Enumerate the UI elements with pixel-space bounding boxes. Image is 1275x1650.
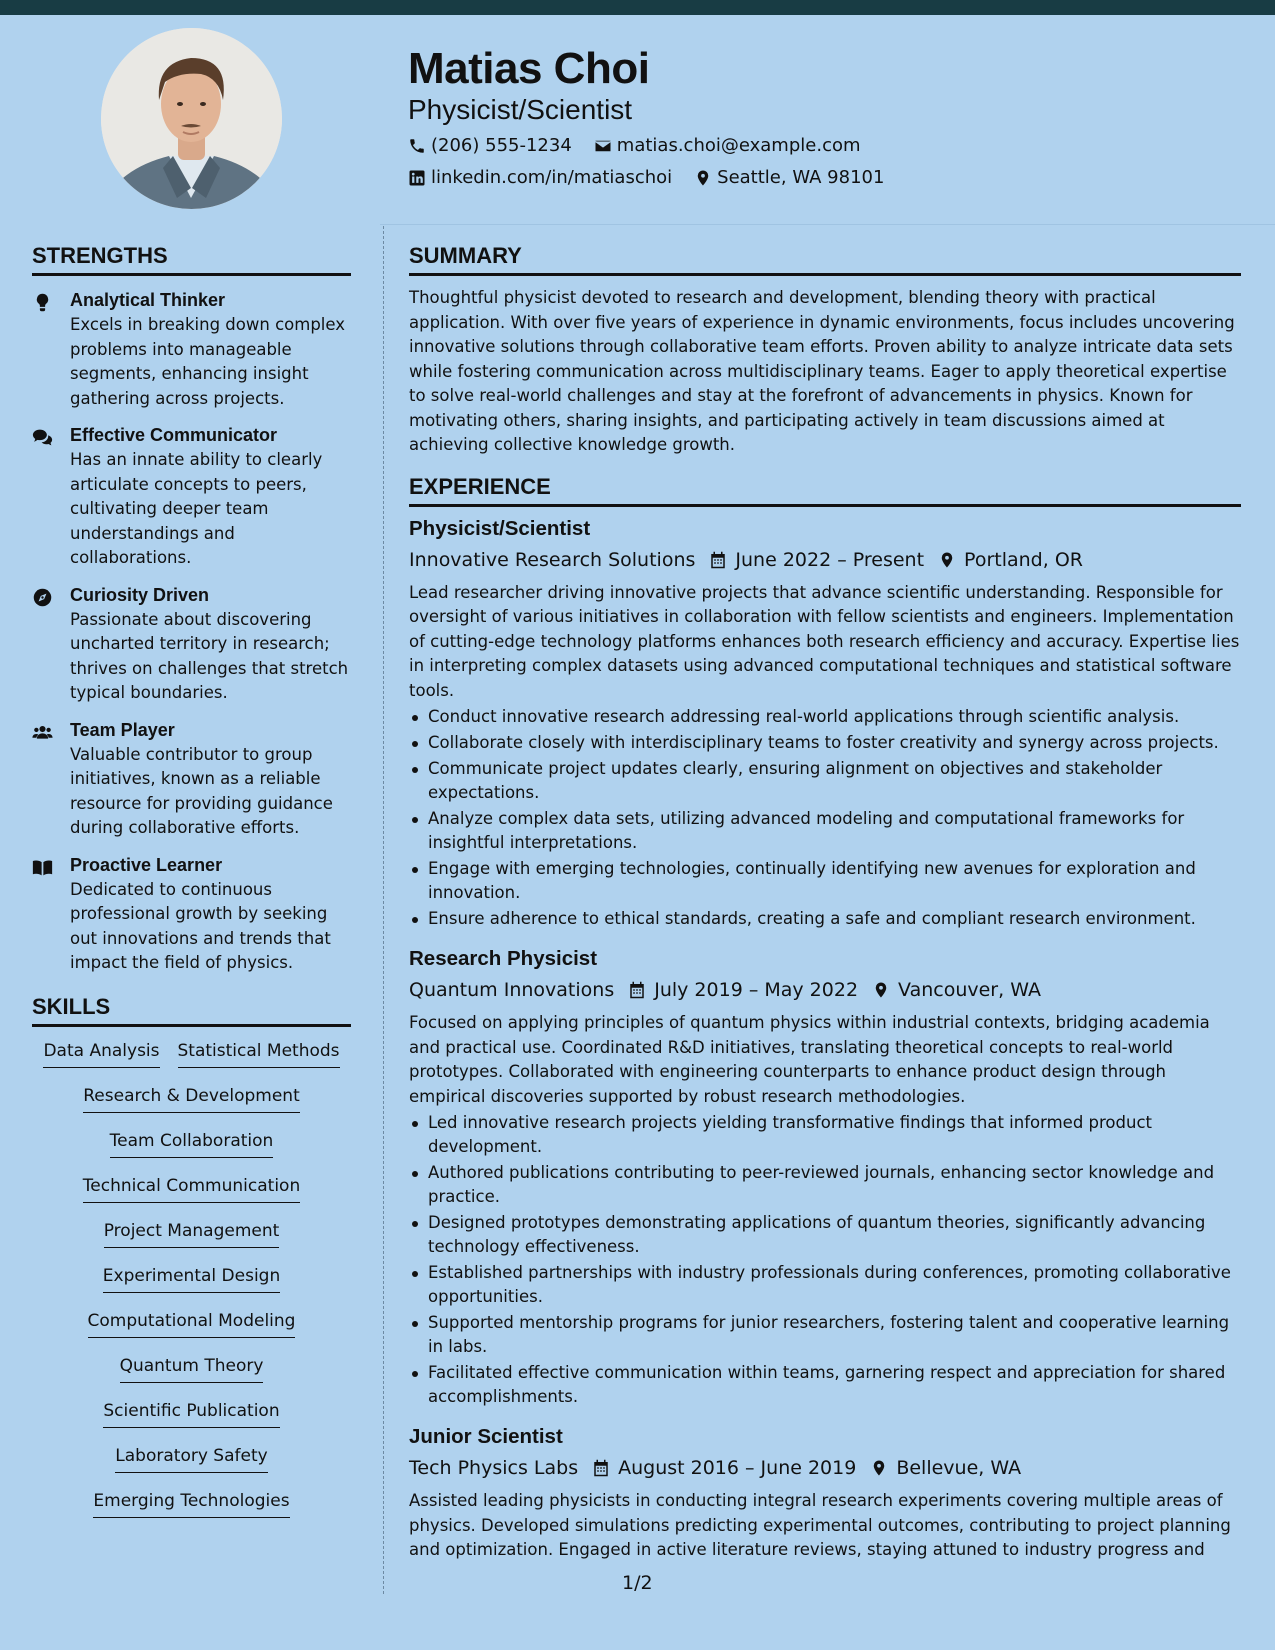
column-divider	[383, 226, 384, 1594]
lightbulb-icon	[32, 292, 53, 313]
summary-text: Thoughtful physicist devoted to research and development, blending theory with practical application. With over five years of experience in dynamic environments, focus includes uncovering innovative solutions through collaborative team efforts. Proven ability to analyze intricate data sets while fostering communication across multidisciplinary teams. Eager to apply theoretical expertise to solve real-world challenges and stay at the forefront of advancements in physics. Known for motivating others, sharing insights, and participating actively in team discussions aimed at achieving collective knowledge growth.	[409, 288, 1235, 454]
strength-item	[32, 718, 351, 841]
strength-item	[32, 288, 351, 411]
experience-heading: EXPERIENCE	[409, 474, 1241, 507]
strength-desc: Valuable contributor to group initiatives, known as a reliable resource for providing guidance during collaborative efforts.	[70, 744, 333, 837]
job-dates: August 2016 – June 2019	[618, 1457, 857, 1479]
bullet-item: Designed prototypes demonstrating applications of quantum theories, significantly advancing technology effectiveness.	[409, 1211, 1241, 1259]
skill-tag: Research & Development	[83, 1086, 299, 1113]
map-marker-icon	[872, 981, 890, 999]
bullet-item: Authored publications contributing to peer-reviewed journals, enhancing sector knowledge and practice.	[409, 1161, 1241, 1209]
skills-list	[32, 1033, 351, 1528]
skill-tag: Scientific Publication	[103, 1401, 279, 1428]
job-desc: Focused on applying principles of quantum physics within industrial contexts, bridging academia and practical use. Coordinated R&D initiatives, translating theoretical concepts to real-world prototypes. Collaborated with engineering counterparts to enhance product design through empirical discoveries supported by robust research methodologies.	[409, 1013, 1210, 1106]
job-title: Junior Scientist	[409, 1425, 563, 1448]
location-text: Seattle, WA 98101	[717, 167, 885, 188]
bullet-item: Conduct innovative research addressing real-world applications through scientific analysis.	[409, 705, 1241, 729]
summary-heading: SUMMARY	[409, 243, 1241, 276]
email-text: matias.choi@example.com	[616, 135, 861, 156]
job-bullets	[409, 705, 1241, 931]
map-marker-icon	[870, 1459, 888, 1477]
map-marker-icon	[938, 551, 956, 569]
job-location: Portland, OR	[964, 548, 1083, 571]
bullet-item: Analyze complex data sets, utilizing advanced modeling and computational frameworks for insightful interpretations.	[409, 807, 1241, 855]
bullet-item: Engage with emerging technologies, continually identifying new avenues for exploration and innovation.	[409, 857, 1241, 905]
skill-tag: Computational Modeling	[88, 1311, 296, 1338]
skill-tag: Statistical Methods	[178, 1041, 340, 1068]
page-number: 1/2	[622, 1572, 653, 1594]
job-dates: June 2022 – Present	[735, 548, 925, 571]
map-marker-icon	[694, 169, 712, 187]
contact-row-2	[408, 167, 884, 188]
job-entry	[409, 945, 1241, 1409]
bullet-item: Facilitated effective communication within teams, garnering respect and appreciation for shared accomplishments.	[409, 1361, 1241, 1409]
job-bullets	[409, 1111, 1241, 1409]
bullet-item: Led innovative research projects yielding transformative findings that informed product development.	[409, 1111, 1241, 1159]
strength-title: Team Player	[70, 719, 175, 740]
comments-icon	[32, 427, 53, 448]
right-column	[409, 243, 1241, 1563]
strength-title: Analytical Thinker	[70, 290, 226, 310]
job-meta	[409, 1453, 1241, 1483]
skill-tag: Laboratory Safety	[115, 1446, 267, 1473]
strength-title: Proactive Learner	[70, 854, 223, 875]
skill-tag: Project Management	[104, 1221, 280, 1248]
contact-row-1	[408, 135, 861, 156]
linkedin-icon	[408, 169, 426, 187]
job-title: Physicist/Scientist	[409, 516, 591, 540]
calendar-icon	[709, 551, 727, 569]
job-company: Innovative Research Solutions	[409, 548, 696, 571]
skill-tag: Emerging Technologies	[93, 1491, 289, 1518]
strength-desc: Passionate about discovering uncharted territory in research; thrives on challenges that stretch typical boundaries.	[70, 609, 349, 702]
strengths-heading: STRENGTHS	[32, 243, 351, 276]
job-meta	[409, 545, 1241, 575]
strength-title: Effective Communicator	[70, 425, 278, 445]
top-bar	[0, 0, 1275, 15]
bullet-item: Communicate project updates clearly, ensuring alignment on objectives and stakeholder expectations.	[409, 757, 1241, 805]
job-desc: Lead researcher driving innovative projects that advance scientific understanding. Responsible for oversight of various initiatives in collaboration with fellow scientists and engineers. Implementation of cutting-edge technology platforms enhances both research efficiency and accuracy. Expertise lies in interpreting complex datasets using advanced computational techniques and statistical software tools.	[409, 582, 1240, 700]
linkedin-item[interactable]	[408, 167, 672, 188]
job-entry	[409, 1423, 1241, 1563]
linkedin-text: linkedin.com/in/matiaschoi	[431, 167, 673, 188]
job-location: Vancouver, WA	[898, 979, 1041, 1001]
email-item[interactable]	[594, 135, 861, 156]
phone-icon	[408, 137, 426, 155]
job-meta	[409, 975, 1241, 1005]
candidate-title: Physicist/Scientist	[408, 94, 633, 125]
bullet-item: Ensure adherence to ethical standards, creating a safe and compliant research environment.	[409, 907, 1241, 931]
skill-tag: Team Collaboration	[110, 1131, 274, 1158]
strength-title: Curiosity Driven	[70, 584, 210, 605]
candidate-name: Matias Choi	[408, 44, 650, 93]
strength-desc: Has an innate ability to clearly articulate concepts to peers, cultivating deeper team understandings and collaborations.	[70, 450, 323, 567]
skill-tag: Technical Communication	[83, 1176, 300, 1203]
job-entry	[409, 515, 1241, 932]
profile-photo	[101, 28, 282, 209]
bullet-item: Collaborate closely with interdisciplinary teams to foster creativity and synergy across projects.	[409, 731, 1241, 755]
skill-tag: Data Analysis	[43, 1041, 159, 1068]
phone-item[interactable]	[408, 135, 572, 156]
bullet-item: Established partnerships with industry professionals during conferences, promoting collaborative opportunities.	[409, 1261, 1241, 1309]
job-company: Tech Physics Labs	[409, 1457, 579, 1479]
skills-heading: SKILLS	[32, 994, 351, 1027]
book-open-icon	[32, 857, 53, 878]
strength-item	[32, 583, 351, 706]
skill-tag: Quantum Theory	[120, 1356, 264, 1383]
strength-desc: Excels in breaking down complex problems into manageable segments, enhancing insight gathering across projects.	[70, 315, 345, 408]
strength-item	[32, 853, 351, 976]
job-company: Quantum Innovations	[409, 979, 615, 1001]
compass-icon	[32, 587, 53, 608]
skill-tag: Experimental Design	[103, 1266, 280, 1293]
job-desc: Assisted leading physicists in conducting integral research experiments covering multiple areas of physics. Developed simulations predicting experimental outcomes, contributing to project planning and optimization. Engaged in active literature reviews, staying attuned to industry progress and	[409, 1491, 1231, 1559]
envelope-icon	[594, 137, 612, 155]
location-item	[694, 167, 884, 188]
strength-desc: Dedicated to continuous professional growth by seeking out innovations and trends that impact the field of physics.	[70, 879, 331, 972]
left-column	[32, 243, 351, 1528]
calendar-icon	[628, 981, 646, 999]
header-rule	[380, 224, 1275, 225]
strength-item	[32, 423, 351, 571]
bullet-item: Supported mentorship programs for junior researchers, fostering talent and cooperative learning in labs.	[409, 1311, 1241, 1359]
phone-text: (206) 555-1234	[431, 135, 572, 156]
job-location: Bellevue, WA	[896, 1457, 1022, 1479]
job-dates: July 2019 – May 2022	[654, 979, 859, 1001]
users-icon	[32, 722, 53, 743]
job-title: Research Physicist	[409, 947, 598, 970]
calendar-icon	[592, 1459, 610, 1477]
